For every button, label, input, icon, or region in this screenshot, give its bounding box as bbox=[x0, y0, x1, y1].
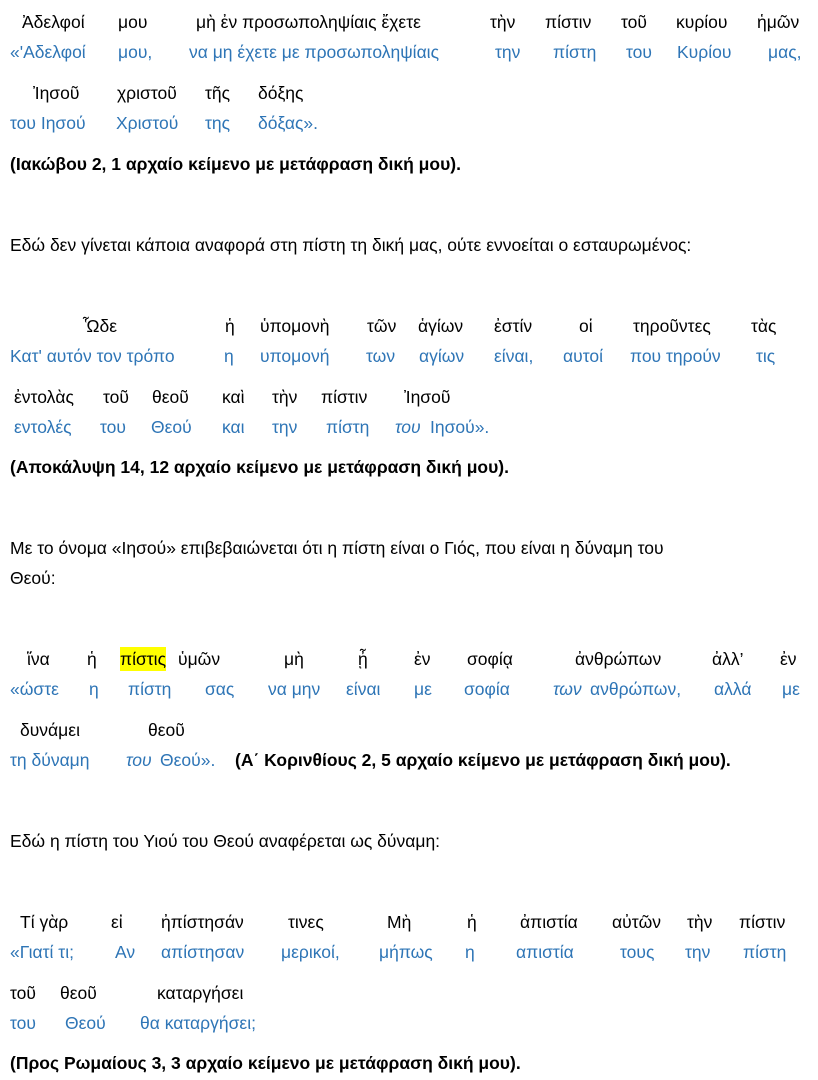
translation-word: πίστη bbox=[128, 679, 172, 699]
greek-line bbox=[0, 385, 818, 409]
translation-word: Αν bbox=[115, 942, 136, 962]
translation-word: τις bbox=[756, 346, 776, 366]
translation-word: είναι, bbox=[494, 346, 534, 366]
greek-word: τῆς bbox=[205, 83, 231, 103]
citation: (Προς Ρωμαίους 3, 3 αρχαίο κείμενο με μετάφραση δική μου). bbox=[10, 1053, 521, 1073]
greek-word: χριστοῦ bbox=[117, 83, 177, 103]
greek-word: ἐν bbox=[414, 649, 431, 669]
greek-word: πίστιν bbox=[739, 912, 786, 932]
translation-word: «'Αδελφοί bbox=[10, 42, 86, 62]
greek-word: μὴ bbox=[284, 649, 304, 669]
greek-word: κυρίου bbox=[676, 12, 728, 32]
translation-word: με bbox=[414, 679, 432, 699]
greek-word: ἠπίστησάν bbox=[161, 912, 244, 932]
citation: (Αποκάλυψη 14, 12 αρχαίο κείμενο με μετάφραση δική μου). bbox=[10, 457, 509, 477]
greek-word: τινες bbox=[288, 912, 324, 932]
greek-word: ὑμῶν bbox=[178, 649, 221, 669]
translation-word: τη δύναμη bbox=[10, 750, 90, 770]
greek-word: Ἰησοῦ bbox=[33, 83, 80, 103]
translation-word: «ώστε bbox=[10, 679, 59, 699]
translation-word: απιστία bbox=[516, 942, 574, 962]
citation: (Ιακώβου 2, 1 αρχαίο κείμενο με μετάφραση δική μου). bbox=[10, 154, 461, 174]
translation-line bbox=[0, 344, 818, 368]
greek-word: θεοῦ bbox=[148, 720, 185, 740]
greek-word: θεοῦ bbox=[60, 983, 97, 1003]
greek-word: καὶ bbox=[222, 387, 245, 407]
greek-line bbox=[0, 81, 818, 105]
translation-word: την bbox=[495, 42, 521, 62]
greek-word: ᾖ bbox=[358, 649, 368, 669]
greek-word: δυνάμει bbox=[20, 720, 80, 740]
translation-word: Χριστού bbox=[116, 113, 179, 133]
greek-word: ἐστίν bbox=[494, 316, 533, 336]
intro-paragraph: Εδώ δεν γίνεται κάποια αναφορά στη πίστη τη δική μας, ούτε εννοείται ο εσταυρωμένος: bbox=[10, 235, 692, 255]
translation-word: Θεού bbox=[65, 1013, 106, 1033]
translation-word: υπομονή bbox=[260, 346, 330, 366]
translation-word: Κατ' αυτόν τον τρόπο bbox=[10, 346, 175, 366]
greek-word: Ὧδε bbox=[83, 316, 118, 336]
greek-word: δόξης bbox=[258, 83, 304, 103]
translation-word: μερικοί, bbox=[281, 942, 340, 962]
translation-word: είναι bbox=[346, 679, 381, 699]
translation-line bbox=[0, 40, 818, 64]
translation-word: Κυρίου bbox=[677, 42, 732, 62]
greek-line bbox=[0, 314, 818, 338]
greek-word: πίστιν bbox=[545, 12, 592, 32]
translation-word: και bbox=[222, 417, 245, 437]
translation-word: σας bbox=[205, 679, 235, 699]
citation: (Α΄ Κορινθίους 2, 5 αρχαίο κείμενο με μετάφραση δική μου). bbox=[235, 750, 731, 770]
greek-word: τοῦ bbox=[10, 983, 36, 1003]
greek-word: τοῦ bbox=[103, 387, 129, 407]
translation-word: τους bbox=[620, 942, 655, 962]
translation-word: του bbox=[395, 417, 421, 437]
translation-word: δόξας». bbox=[258, 113, 318, 133]
translation-word: να μη έχετε με προσωποληψίαις bbox=[189, 42, 440, 62]
greek-word: τὴν bbox=[687, 912, 713, 932]
intro-paragraph-line: Θεού: bbox=[10, 568, 56, 588]
greek-word: ἡμῶν bbox=[757, 12, 800, 32]
greek-word: τὴν bbox=[272, 387, 298, 407]
translation-word: η bbox=[465, 942, 475, 962]
greek-word: καταργήσει bbox=[157, 983, 244, 1003]
greek-word: τὴν bbox=[490, 12, 516, 32]
translation-word: πίστη bbox=[553, 42, 597, 62]
greek-word: ἀπιστία bbox=[520, 912, 578, 932]
greek-word: αὐτῶν bbox=[612, 912, 662, 932]
translation-line bbox=[0, 748, 818, 772]
greek-line bbox=[0, 910, 818, 934]
translation-word: «Γιατί τι; bbox=[10, 942, 74, 962]
greek-word: τηροῦντες bbox=[633, 316, 711, 336]
translation-word: των bbox=[553, 679, 582, 699]
translation-line bbox=[0, 111, 818, 135]
greek-word: ἀνθρώπων bbox=[575, 649, 662, 669]
translation-word: των bbox=[366, 346, 396, 366]
greek-word: πίστιν bbox=[321, 387, 368, 407]
translation-word: του bbox=[626, 42, 652, 62]
translation-word: η bbox=[89, 679, 99, 699]
greek-word: ἡ bbox=[467, 912, 477, 932]
translation-word: Ιησού». bbox=[430, 417, 490, 437]
greek-word: μου bbox=[118, 12, 148, 32]
translation-word: Θεού». bbox=[160, 750, 216, 770]
translation-word: την bbox=[685, 942, 711, 962]
greek-word: Ἰησοῦ bbox=[404, 387, 451, 407]
translation-line bbox=[0, 677, 818, 701]
greek-line bbox=[0, 718, 818, 742]
greek-word: ἀλλ’ bbox=[712, 649, 744, 669]
translation-word: αλλά bbox=[714, 679, 752, 699]
translation-word: θα καταργήσει; bbox=[140, 1013, 256, 1033]
translation-word: της bbox=[205, 113, 231, 133]
greek-line bbox=[0, 981, 818, 1005]
greek-word: θεοῦ bbox=[152, 387, 189, 407]
translation-line bbox=[0, 940, 818, 964]
greek-word: ἁγίων bbox=[418, 316, 464, 336]
greek-word: Ἀδελφοί bbox=[22, 12, 85, 32]
greek-line bbox=[0, 10, 818, 34]
translation-word: η bbox=[224, 346, 234, 366]
translation-word: του Ιησού bbox=[10, 113, 86, 133]
intro-paragraph: Εδώ η πίστη του Υιού του Θεού αναφέρεται ως δύναμη: bbox=[10, 831, 441, 851]
greek-word: μὴ ἐν προσωποληψίαις ἔχετε bbox=[196, 12, 421, 32]
greek-word-highlighted: πίστις bbox=[120, 649, 166, 669]
translation-word: αγίων bbox=[419, 346, 465, 366]
greek-word: Μὴ bbox=[387, 912, 412, 932]
translation-word: να μην bbox=[268, 679, 321, 699]
translation-word: εντολές bbox=[14, 417, 72, 437]
greek-word: οἱ bbox=[579, 316, 593, 336]
greek-line bbox=[0, 647, 818, 671]
greek-word: ἡ bbox=[87, 649, 97, 669]
translation-word: του bbox=[100, 417, 126, 437]
greek-word: ἐν bbox=[780, 649, 797, 669]
greek-word: ἡ bbox=[225, 316, 235, 336]
translation-word: του bbox=[10, 1013, 36, 1033]
translation-word: μήπως bbox=[379, 942, 433, 962]
greek-word: Τί γὰρ bbox=[20, 912, 69, 932]
translation-word: αυτοί bbox=[563, 346, 603, 366]
intro-paragraph-line: Με το όνομα «Ιησού» επιβεβαιώνεται ότι η πίστη είναι ο Γιός, που είναι η δύναμη του bbox=[10, 538, 664, 558]
translation-word: μας, bbox=[768, 42, 802, 62]
greek-word: τῶν bbox=[367, 316, 397, 336]
greek-word: εἰ bbox=[111, 912, 123, 932]
greek-word: τὰς bbox=[751, 316, 777, 336]
translation-word: σοφία bbox=[464, 679, 510, 699]
translation-word: του bbox=[126, 750, 152, 770]
greek-word: ἐντολὰς bbox=[14, 387, 74, 407]
translation-word: πίστη bbox=[743, 942, 787, 962]
translation-word: Θεού bbox=[151, 417, 192, 437]
translation-word: την bbox=[272, 417, 298, 437]
translation-word: ανθρώπων, bbox=[590, 679, 682, 699]
greek-word: σοφίᾳ bbox=[467, 649, 513, 669]
translation-word: πίστη bbox=[326, 417, 370, 437]
translation-word: μου, bbox=[118, 42, 153, 62]
greek-word: ἵνα bbox=[27, 649, 50, 669]
translation-word: απίστησαν bbox=[161, 942, 245, 962]
greek-word: ὑπομονὴ bbox=[260, 316, 330, 336]
translation-line bbox=[0, 1011, 818, 1035]
translation-word: με bbox=[782, 679, 800, 699]
translation-word: που τηρούν bbox=[630, 346, 721, 366]
greek-word: τοῦ bbox=[621, 12, 647, 32]
translation-line bbox=[0, 415, 818, 439]
